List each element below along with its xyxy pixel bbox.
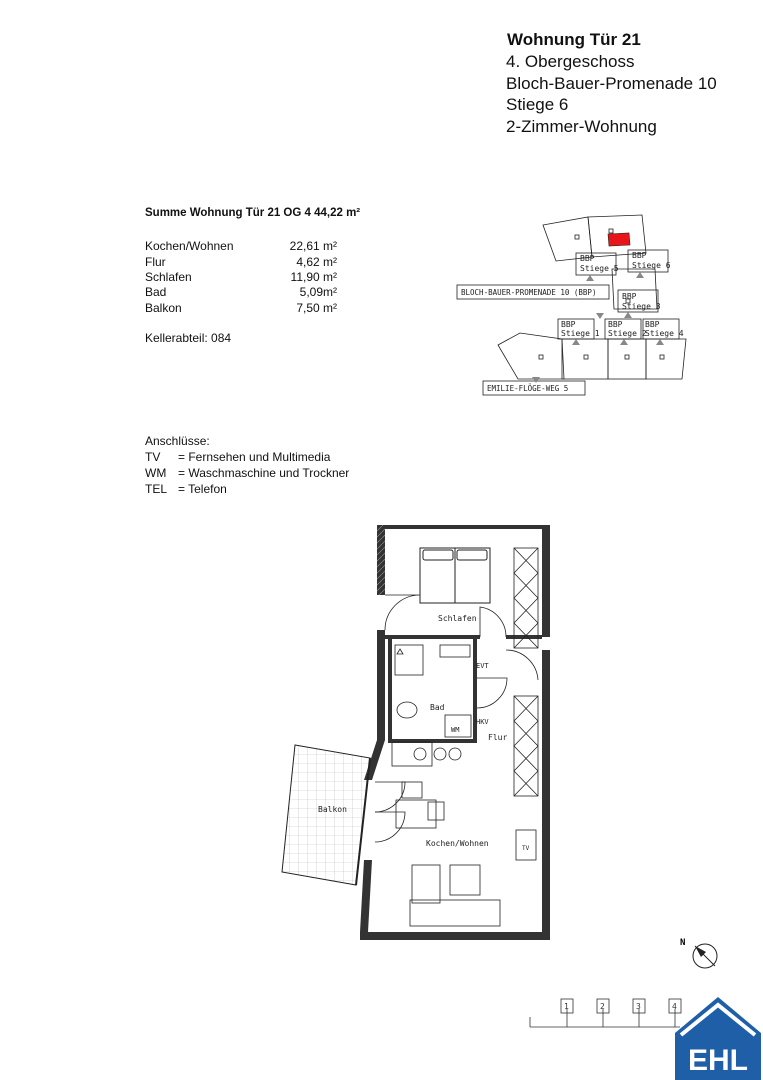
room-label-flur: Flur <box>488 733 508 742</box>
label-evt: EVT <box>476 662 489 670</box>
dining-table <box>396 800 436 828</box>
wall <box>360 860 372 932</box>
wall <box>388 639 392 739</box>
stair-label: Stiege 6 <box>506 95 569 114</box>
street-label: EMILIE-FLÖGE-WEG 5 <box>487 384 569 393</box>
balcony-floor <box>282 745 370 885</box>
street-label: BLOCH-BAUER-PROMENADE 10 (BBP) <box>461 288 597 297</box>
room-name: Flur <box>145 255 166 269</box>
summary-title: Summe Wohnung Tür 21 OG 4 44,22 m² <box>145 207 361 219</box>
logo-text: EHL <box>688 1044 748 1077</box>
wall <box>542 525 550 637</box>
room-name: Kochen/Wohnen <box>145 239 234 253</box>
wall <box>385 525 542 529</box>
ehl-logo <box>673 993 763 1080</box>
site-tag: Stiege 6 <box>632 261 671 270</box>
wall <box>385 635 480 639</box>
wall <box>506 635 542 639</box>
toilet <box>397 702 417 718</box>
connection-code: TEL <box>145 482 168 496</box>
apartment-title: Wohnung Tür 21 <box>507 30 641 49</box>
door-swing <box>477 678 507 708</box>
room-area: 7,50 m² <box>296 301 337 315</box>
door-swing <box>375 812 405 842</box>
wall <box>360 932 550 940</box>
scale-tick: 1 <box>564 1002 569 1011</box>
wardrobe <box>514 696 538 796</box>
site-tag: BBP <box>645 320 660 329</box>
connection-desc: = Telefon <box>178 482 227 496</box>
apartment-type: 2-Zimmer-Wohnung <box>506 117 657 136</box>
site-tag: BBP <box>632 251 647 260</box>
room-area: 4,62 m² <box>296 255 337 269</box>
room-area: 22,61 m² <box>289 239 337 253</box>
door-swing <box>506 650 538 680</box>
floor-label: 4. Obergeschoss <box>506 52 635 71</box>
room-label-schlafen: Schlafen <box>438 614 477 623</box>
site-tag: BBP <box>561 320 576 329</box>
site-tag: Stiege 4 <box>645 329 684 338</box>
scale-tick: 2 <box>600 1002 605 1011</box>
site-tag: Stiege 5 <box>580 264 619 273</box>
site-tag: BBP <box>580 254 595 263</box>
wall <box>542 650 550 940</box>
highlighted-unit <box>608 233 630 246</box>
door-swing <box>480 607 506 637</box>
scale-bar <box>525 995 685 1035</box>
connection-code: WM <box>145 466 167 480</box>
scale-tick: 4 <box>672 1002 677 1011</box>
building-stiege-4 <box>646 339 686 379</box>
room-area: 11,90 m² <box>290 270 337 284</box>
door-swing <box>375 782 405 812</box>
room-name: Schlafen <box>145 270 192 284</box>
address-label: Bloch-Bauer-Promenade 10 <box>506 74 717 93</box>
site-tag: Stiege 2 <box>608 329 647 338</box>
label-tv: TV <box>522 845 530 852</box>
site-tag: Stiege 1 <box>561 329 600 338</box>
room-name: Bad <box>145 285 167 299</box>
floor-plan <box>280 520 570 950</box>
site-tag: BBP <box>622 292 637 301</box>
door-swing <box>385 595 420 630</box>
sofa <box>410 900 500 926</box>
sink <box>440 645 470 657</box>
connection-desc: = Fernsehen und Multimedia <box>178 450 331 464</box>
site-tag: BBP <box>608 320 623 329</box>
room-label-balkon: Balkon <box>318 805 347 814</box>
wall <box>377 630 385 740</box>
scale-tick: 3 <box>636 1002 641 1011</box>
room-label-bad: Bad <box>430 703 445 712</box>
connection-code: TV <box>145 450 161 464</box>
wardrobe <box>514 548 538 648</box>
label-hkv: HKV <box>476 718 489 726</box>
shower <box>395 645 423 675</box>
building-stiege-1 <box>498 333 564 379</box>
site-tag: Stiege 3 <box>622 302 661 311</box>
compass-label: N <box>680 938 686 948</box>
connections-title: Anschlüsse: <box>145 434 210 448</box>
site-plan <box>440 205 740 405</box>
label-wm: WM <box>451 726 460 734</box>
room-area: 5,09m² <box>299 285 337 299</box>
connection-desc: = Waschmaschine und Trockner <box>178 466 350 480</box>
compass-icon <box>676 934 726 974</box>
room-label-kochen: Kochen/Wohnen <box>426 839 489 848</box>
room-name: Balkon <box>145 301 182 315</box>
cellar-label: Kellerabteil: 084 <box>145 331 232 345</box>
wall <box>388 739 477 743</box>
